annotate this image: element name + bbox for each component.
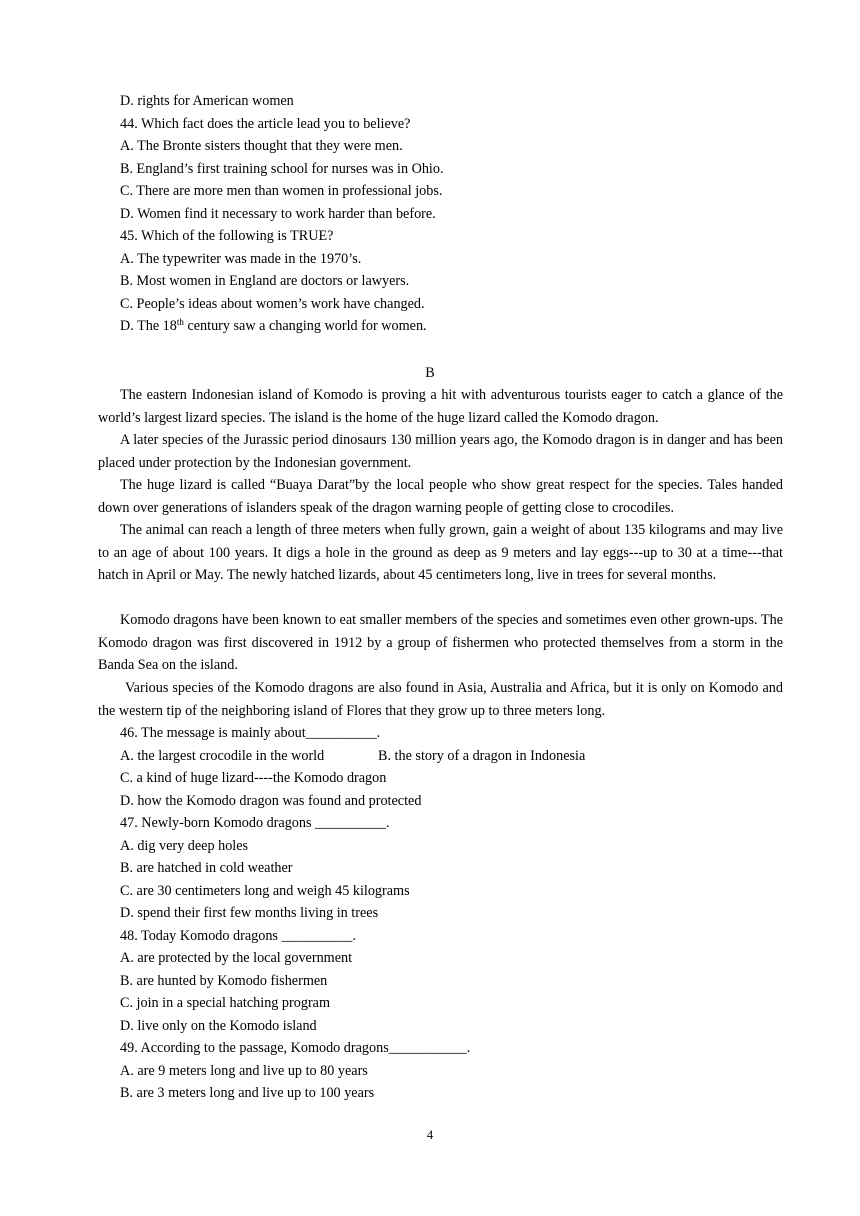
q46-stem: 46. The message is mainly about__________. bbox=[120, 725, 381, 741]
q45-option-d bbox=[120, 315, 783, 338]
q45-d-superscript: th bbox=[176, 317, 184, 327]
q49-option-b: B. are 3 meters long and live up to 100 years bbox=[120, 1085, 375, 1101]
q44-option-d: D. Women find it necessary to work harder than before. bbox=[120, 205, 436, 222]
q47-option-b: B. are hatched in cold weather bbox=[120, 860, 293, 876]
top-questions bbox=[120, 90, 783, 338]
passage-paragraph-5: Komodo dragons have been known to eat smaller members of the species and sometimes even other grown-ups. The Komodo dragon was first discovered in 1912 by a group of fishermen who protected themselves from a storm in the Banda Sea on the island. bbox=[98, 612, 783, 673]
q46-options-ab bbox=[120, 745, 783, 768]
page-number: 4 bbox=[426, 1128, 434, 1142]
passage-paragraph-1: The eastern Indonesian island of Komodo is proving a hit with adventurous tourists eager to catch a glance of the world’s largest lizard species. The island is the home of the huge lizard called the Komodo dragon. bbox=[98, 387, 783, 426]
q47-option-c: C. are 30 centimeters long and weigh 45 kilograms bbox=[120, 882, 410, 899]
q48-option-b: B. are hunted by Komodo fishermen bbox=[120, 972, 328, 989]
q43-option-d: D. rights for American women bbox=[120, 93, 294, 109]
q44-stem: 44. Which fact does the article lead you to believe? bbox=[120, 115, 411, 132]
q46-option-c: C. a kind of huge lizard----the Komodo dragon bbox=[120, 770, 387, 786]
q45-stem: 45. Which of the following is TRUE? bbox=[120, 228, 334, 244]
q45-option-a: A. The typewriter was made in the 1970’s. bbox=[120, 250, 362, 267]
passage-paragraph-4: The animal can reach a length of three meters when fully grown, gain a weight of about 135 kilograms and may live to an age of about 100 years. It digs a hole in the ground as deep as 9 meters and lay eggs---up to 30 at a time---that hatch in April or May. The newly hatched lizards, about 45 centimeters long, live in trees for several months. bbox=[98, 522, 783, 583]
q46-option-a: A. the largest crocodile in the world bbox=[120, 747, 325, 764]
q44-option-a: A. The Bronte sisters thought that they were men. bbox=[120, 138, 403, 154]
section-heading: B bbox=[425, 365, 435, 381]
passage-paragraph-6: Various species of the Komodo dragons are also found in Asia, Australia and Africa, but it is only on Komodo and the western tip of the neighboring island of Flores that they grow up to three meters long. bbox=[98, 680, 783, 719]
q47-stem: 47. Newly-born Komodo dragons __________. bbox=[120, 815, 390, 831]
questions-46-49 bbox=[120, 722, 783, 1105]
q45-option-b: B. Most women in England are doctors or lawyers. bbox=[120, 273, 410, 289]
q46-option-b: B. the story of a dragon in Indonesia bbox=[378, 747, 586, 764]
q47-option-d: D. spend their first few months living in trees bbox=[120, 905, 379, 921]
q48-option-d: D. live only on the Komodo island bbox=[120, 1017, 317, 1034]
q45-option-c: C. People’s ideas about women’s work have changed. bbox=[120, 295, 425, 312]
q46-option-d: D. how the Komodo dragon was found and protected bbox=[120, 792, 422, 809]
q48-option-a: A. are protected by the local government bbox=[120, 950, 353, 966]
q45-d-suffix: century saw a changing world for women. bbox=[183, 318, 427, 334]
q49-stem: 49. According to the passage, Komodo dragons___________. bbox=[120, 1040, 471, 1056]
q44-option-c: C. There are more men than women in professional jobs. bbox=[120, 183, 443, 199]
q48-option-c: C. join in a special hatching program bbox=[120, 995, 330, 1011]
q49-option-a: A. are 9 meters long and live up to 80 years bbox=[120, 1062, 368, 1079]
q48-stem: 48. Today Komodo dragons __________. bbox=[120, 927, 356, 944]
passage-paragraph-2: A later species of the Jurassic period dinosaurs 130 million years ago, the Komodo dragon is in danger and has been placed under protection by the Indonesian government. bbox=[98, 432, 783, 471]
q47-option-a: A. dig very deep holes bbox=[120, 837, 249, 854]
passage-paragraph-3: The huge lizard is called “Buaya Darat”by the local people who show great respect for the species. Tales handed down over generations of islanders speak of the dragon warning people of getting close to crocodiles. bbox=[98, 477, 783, 516]
q45-d-prefix: D. The 18 bbox=[120, 318, 177, 334]
q44-option-b: B. England’s first training school for nurses was in Ohio. bbox=[120, 160, 444, 177]
